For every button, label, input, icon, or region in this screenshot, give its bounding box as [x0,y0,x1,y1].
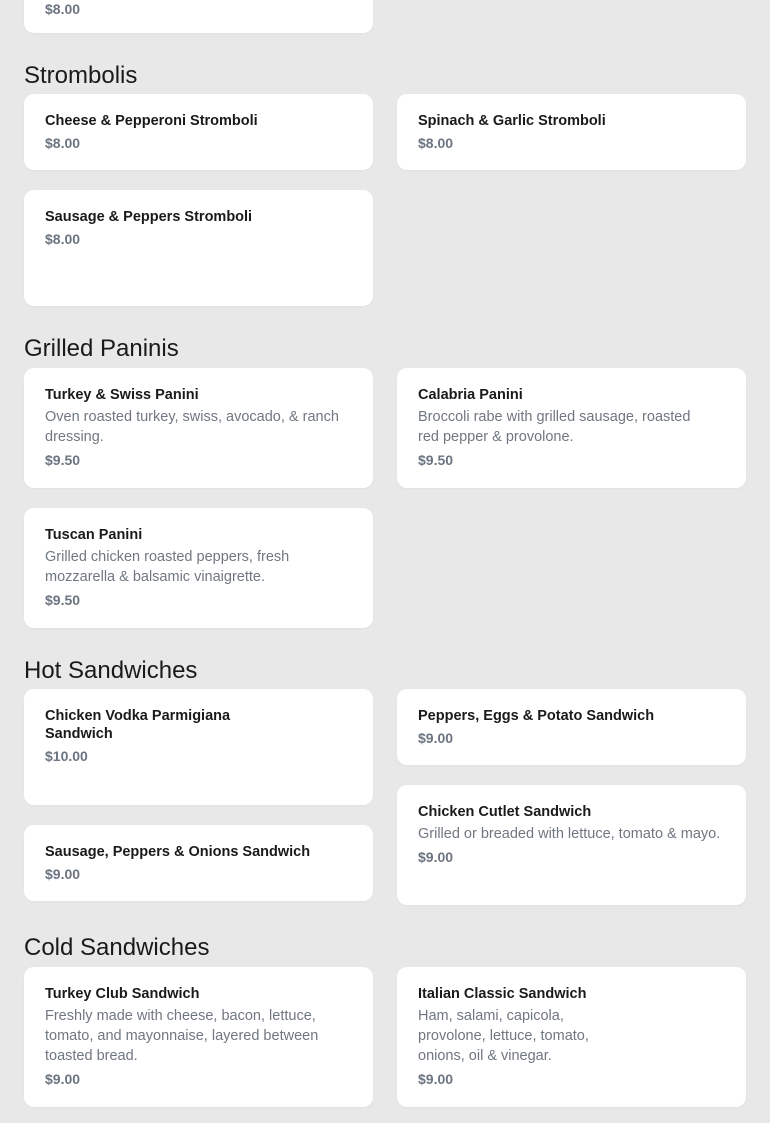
item-price: $9.50 [45,592,81,608]
item-name: Italian Classic Sandwich [418,986,587,1002]
item-price: $9.50 [418,452,454,468]
item-name: Calabria Panini [418,387,523,403]
item-name: Turkey & Swiss Panini [45,387,199,403]
item-description: Grilled chicken roasted peppers, fresh mozzarella & balsamic vinaigrette. [45,549,290,585]
item-price: $9.00 [418,1071,454,1087]
menu-item-card[interactable] [397,967,746,1107]
section-title-hot-sandwiches: Hot Sandwiches [24,657,198,684]
item-description: Grilled or breaded with lettuce, tomato & mayo. [418,826,721,842]
item-price: $10.00 [45,748,88,764]
item-name: Cheese & Pepperoni Stromboli [45,113,258,129]
item-price: $9.00 [418,849,454,865]
menu-item-card[interactable] [397,689,746,765]
item-description: Oven roasted turkey, swiss, avocado, & ranch dressing. [45,409,339,445]
menu-item-card[interactable] [24,190,373,306]
item-name: Peppers, Eggs & Potato Sandwich [418,708,655,724]
menu-item-card[interactable] [397,94,746,170]
item-price: $9.00 [45,1071,81,1087]
item-price: $8.00 [45,231,81,247]
item-description: Freshly made with cheese, bacon, lettuce, tomato, and mayonnaise, layered between toasted bread. [45,1008,319,1064]
item-price: $8.00 [45,1,81,17]
item-name: Chicken Cutlet Sandwich [418,804,592,820]
item-name: Turkey Club Sandwich [45,986,200,1002]
menu-item-card[interactable] [24,825,373,901]
item-name: Spinach & Garlic Stromboli [418,113,606,129]
item-name: Sausage, Peppers & Onions Sandwich [45,844,311,860]
item-price: $9.50 [45,452,81,468]
item-description: Ham, salami, capicola, provolone, lettuce, tomato, onions, oil & vinegar. [418,1008,589,1064]
menu-item-card[interactable] [397,785,746,905]
section-title-paninis: Grilled Paninis [24,335,179,362]
menu-item-card[interactable] [24,0,373,33]
item-price: $8.00 [45,135,81,151]
item-price: $9.00 [45,866,81,882]
menu-item-card[interactable] [24,967,373,1107]
item-name: Tuscan Panini [45,527,143,543]
item-name: Sausage & Peppers Stromboli [45,209,253,225]
item-price: $8.00 [418,135,454,151]
menu-item-card[interactable] [397,368,746,488]
menu-item-card[interactable] [24,508,373,628]
item-name: Chicken Vodka Parmigiana Sandwich [45,708,231,742]
section-title-cold-sandwiches: Cold Sandwiches [24,934,210,961]
menu-item-card[interactable] [24,368,373,488]
item-description: Broccoli rabe with grilled sausage, roasted red pepper & provolone. [418,409,691,445]
item-price: $9.00 [418,730,454,746]
section-title-strombolis: Strombolis [24,62,138,89]
menu-item-card[interactable] [24,689,373,805]
menu-item-card[interactable] [24,94,373,170]
